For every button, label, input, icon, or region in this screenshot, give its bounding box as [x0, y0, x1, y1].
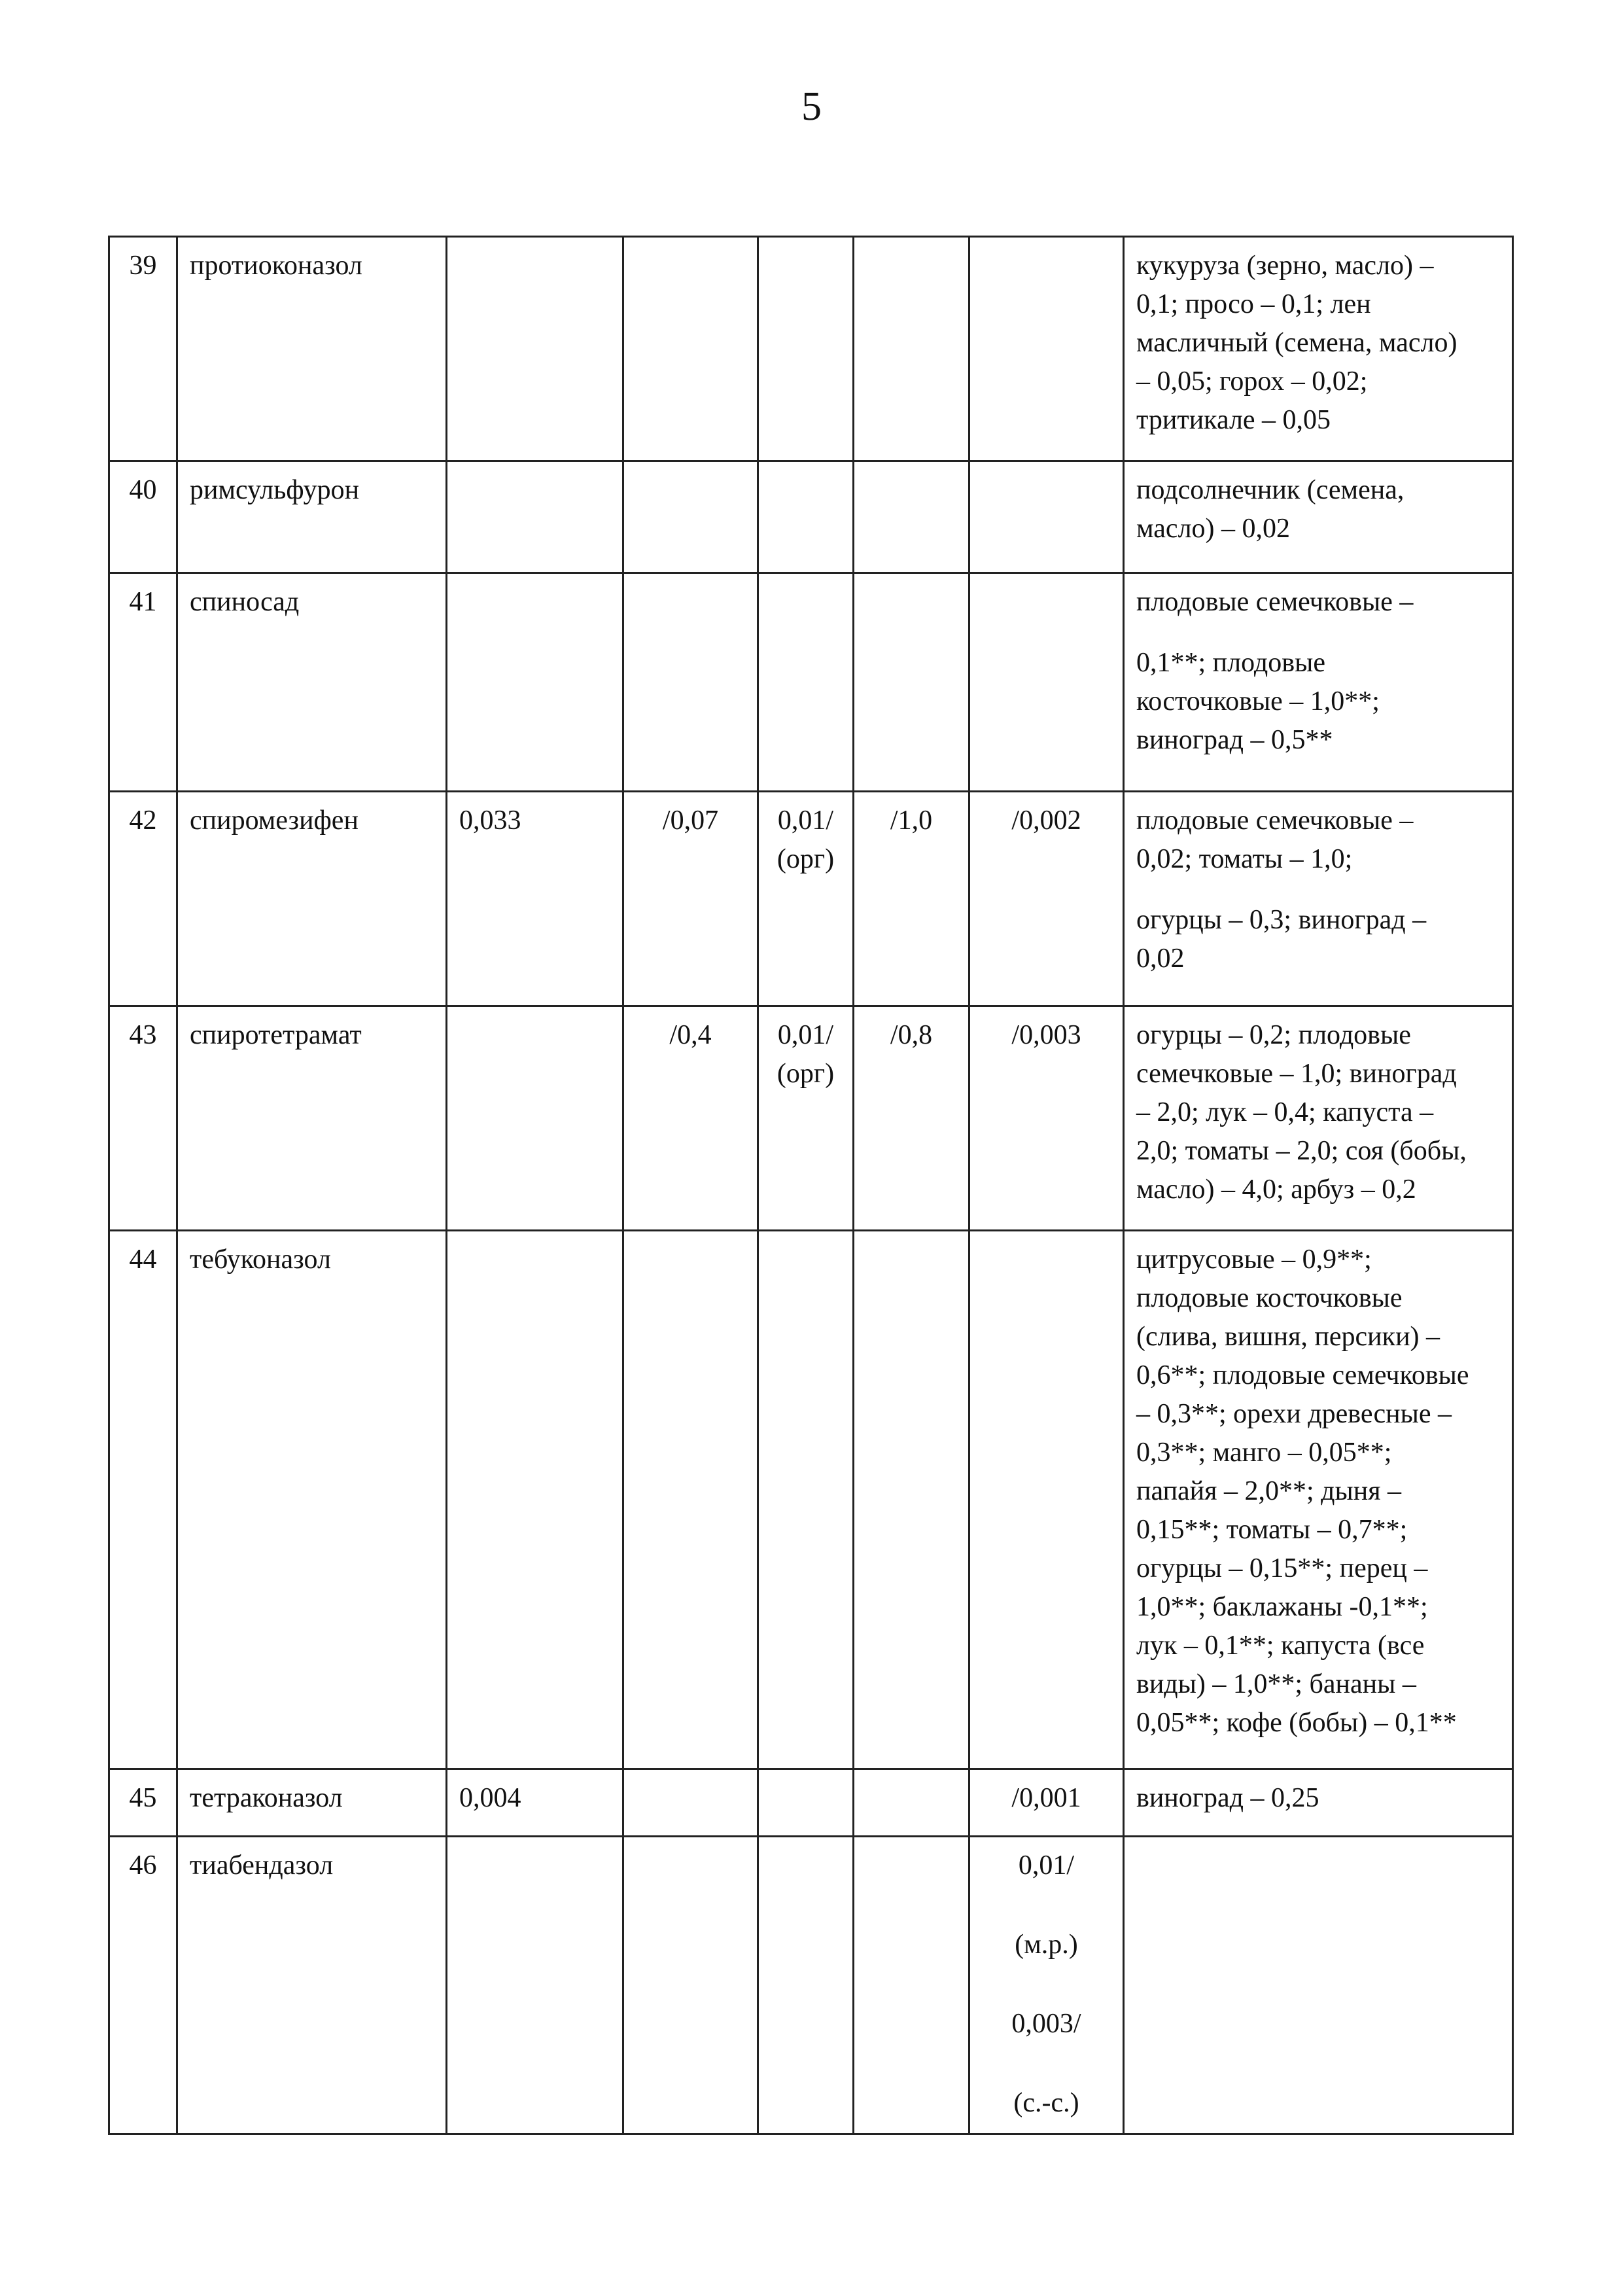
notes-cell	[1124, 1837, 1513, 2134]
note-line: 0,1**; плодовые	[1136, 648, 1325, 678]
table-row	[109, 792, 1513, 1006]
row-number: 42	[109, 792, 177, 1006]
note-line: – 2,0; лук – 0,4; капуста –	[1136, 1097, 1434, 1127]
row-number: 43	[109, 1006, 177, 1231]
row-number: 39	[109, 237, 177, 461]
note-line: огурцы – 0,3; виноград –	[1136, 905, 1427, 935]
substance-name: спиносад	[177, 573, 447, 792]
notes-cell	[1124, 237, 1513, 461]
value-cell	[623, 237, 758, 461]
note-line: огурцы – 0,2; плодовые	[1136, 1020, 1411, 1050]
row-number: 44	[109, 1231, 177, 1769]
value-cell	[447, 573, 623, 792]
note-line: огурцы – 0,15**; перец –	[1136, 1553, 1428, 1583]
note-line: 0,15**; томаты – 0,7**;	[1136, 1515, 1408, 1545]
value-cell	[623, 573, 758, 792]
value-cell	[623, 1231, 758, 1769]
value-line: 0,003/	[1011, 2009, 1081, 2039]
value-cell	[758, 1837, 854, 2134]
note-line: папайя – 2,0**; дыня –	[1136, 1476, 1402, 1506]
value-cell	[758, 237, 854, 461]
value-cell	[623, 1769, 758, 1837]
value-line: 0,01/	[1018, 1850, 1075, 1881]
table-row	[109, 1837, 1513, 2134]
value-cell	[758, 1231, 854, 1769]
value-cell: /0,003	[969, 1006, 1124, 1231]
value-cell	[447, 1837, 623, 2134]
note-line: виноград – 0,5**	[1136, 725, 1333, 755]
value-line: (орг)	[777, 1059, 835, 1089]
note-line: плодовые семечковые –	[1136, 587, 1414, 617]
value-cell	[447, 461, 623, 573]
value-cell	[854, 461, 969, 573]
note-line: плодовые семечковые –	[1136, 805, 1414, 836]
value-line: 0,01/	[777, 805, 834, 836]
substance-name: спиромезифен	[177, 792, 447, 1006]
value-cell	[854, 1231, 969, 1769]
value-cell	[969, 1837, 1124, 2134]
note-line: цитрусовые – 0,9**;	[1136, 1245, 1372, 1275]
substance-name: римсульфурон	[177, 461, 447, 573]
note-line: подсолнечник (семена,	[1136, 475, 1405, 505]
value-cell	[854, 237, 969, 461]
table-row	[109, 573, 1513, 792]
note-line: лук – 0,1**; капуста (все	[1136, 1631, 1425, 1661]
row-number: 41	[109, 573, 177, 792]
note-line: 0,05**; кофе (бобы) – 0,1**	[1136, 1708, 1457, 1738]
value-cell	[758, 461, 854, 573]
value-cell: /1,0	[854, 792, 969, 1006]
value-cell	[758, 792, 854, 1006]
value-cell	[623, 461, 758, 573]
row-number: 45	[109, 1769, 177, 1837]
note-line: 0,02; томаты – 1,0;	[1136, 844, 1353, 874]
note-line: масло) – 4,0; арбуз – 0,2	[1136, 1174, 1416, 1205]
value-line: (с.-с.)	[1013, 2088, 1079, 2118]
notes-cell	[1124, 1769, 1513, 1837]
value-cell: /0,001	[969, 1769, 1124, 1837]
note-line: 0,02	[1136, 944, 1185, 974]
value-cell	[854, 573, 969, 792]
value-cell: /0,07	[623, 792, 758, 1006]
row-number: 46	[109, 1837, 177, 2134]
note-line: 2,0; томаты – 2,0; соя (бобы,	[1136, 1136, 1467, 1166]
value-cell	[447, 1006, 623, 1231]
notes-cell	[1124, 1006, 1513, 1231]
value-cell	[758, 573, 854, 792]
substance-name: тиабендазол	[177, 1837, 447, 2134]
substance-name: спиротетрамат	[177, 1006, 447, 1231]
value-cell	[854, 1837, 969, 2134]
note-line: виды) – 1,0**; бананы –	[1136, 1669, 1416, 1699]
table-row	[109, 1006, 1513, 1231]
value-cell	[758, 1769, 854, 1837]
note-line: косточковые – 1,0**;	[1136, 686, 1380, 716]
value-cell: /0,002	[969, 792, 1124, 1006]
notes-cell	[1124, 573, 1513, 792]
note-line: масло) – 0,02	[1136, 514, 1291, 544]
table-row	[109, 461, 1513, 573]
value-cell	[447, 1231, 623, 1769]
value-cell: 0,033	[447, 792, 623, 1006]
value-line: (м.р.)	[1015, 1930, 1078, 1960]
substance-name: тетраконазол	[177, 1769, 447, 1837]
value-cell: 0,004	[447, 1769, 623, 1837]
row-number: 40	[109, 461, 177, 573]
table-row	[109, 1231, 1513, 1769]
regulations-table	[108, 236, 1514, 2135]
note-line: масличный (семена, масло)	[1136, 328, 1457, 358]
value-cell	[854, 1769, 969, 1837]
note-line: 0,1; просо – 0,1; лен	[1136, 289, 1371, 319]
table-row	[109, 237, 1513, 461]
note-line: плодовые косточковые	[1136, 1283, 1403, 1313]
table-row	[109, 1769, 1513, 1837]
note-line: 0,6**; плодовые семечковые	[1136, 1360, 1469, 1390]
value-cell	[969, 237, 1124, 461]
value-cell	[969, 1231, 1124, 1769]
note-line: тритикале – 0,05	[1136, 405, 1331, 435]
note-line: 0,3**; манго – 0,05**;	[1136, 1438, 1392, 1468]
value-cell: /0,8	[854, 1006, 969, 1231]
value-cell	[758, 1006, 854, 1231]
notes-cell	[1124, 461, 1513, 573]
page-number: 5	[801, 84, 822, 129]
note-line: – 0,3**; орехи древесные –	[1136, 1399, 1452, 1429]
substance-name: тебуконазол	[177, 1231, 447, 1769]
note-line: (слива, вишня, персики) –	[1136, 1322, 1440, 1352]
value-line: 0,01/	[777, 1020, 834, 1050]
value-cell	[969, 573, 1124, 792]
value-cell	[447, 237, 623, 461]
notes-cell	[1124, 1231, 1513, 1769]
note-line: 1,0**; баклажаны -0,1**;	[1136, 1592, 1428, 1622]
value-cell: /0,4	[623, 1006, 758, 1231]
note-line: семечковые – 1,0; виноград	[1136, 1059, 1457, 1089]
notes-cell	[1124, 792, 1513, 1006]
note-line: виноград – 0,25	[1136, 1783, 1319, 1813]
value-cell	[623, 1837, 758, 2134]
value-cell	[969, 461, 1124, 573]
substance-name: протиоконазол	[177, 237, 447, 461]
value-line: (орг)	[777, 844, 835, 874]
note-line: кукуруза (зерно, масло) –	[1136, 251, 1434, 281]
note-line: – 0,05; горох – 0,02;	[1136, 366, 1368, 397]
